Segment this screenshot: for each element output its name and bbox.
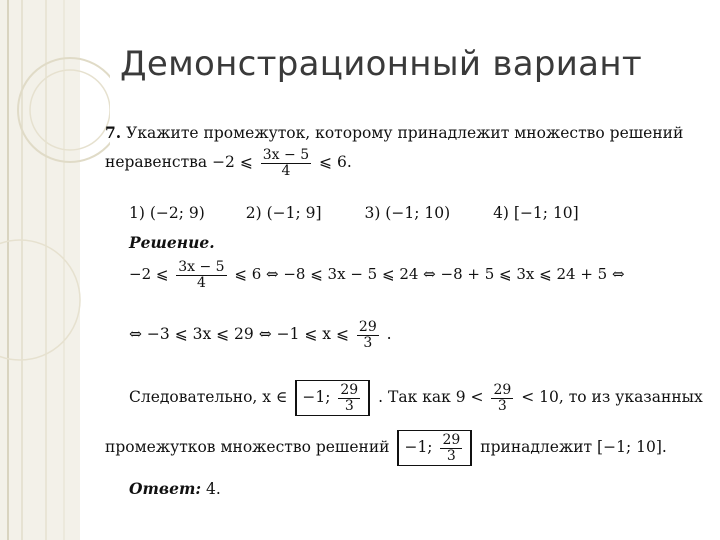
conclusion-fraction bbox=[491, 383, 513, 413]
conclusion-mid: . Так как 9 < bbox=[378, 388, 484, 407]
fraction-denominator: 3 bbox=[497, 397, 507, 414]
solution-step-2 bbox=[129, 320, 392, 350]
conclusion-line-1 bbox=[129, 380, 703, 416]
solution-step-1 bbox=[129, 260, 625, 290]
solution-heading: Решение. bbox=[129, 233, 215, 252]
answer-label: Ответ: bbox=[129, 479, 202, 498]
problem-statement-line1 bbox=[105, 124, 683, 143]
fraction-denominator: 4 bbox=[281, 162, 291, 179]
answer-option-2: 2) (−1; 9] bbox=[245, 204, 322, 222]
interval-left: −1; bbox=[404, 438, 433, 457]
conclusion-line2-prefix: промежутков множество решений bbox=[105, 438, 390, 457]
inequality-left: −2 ⩽ bbox=[212, 153, 253, 172]
interval-bracket-2 bbox=[397, 430, 472, 466]
conclusion-line-2 bbox=[105, 430, 667, 466]
slide-title: Демонстрационный вариант bbox=[120, 44, 642, 84]
answer-option-4: 4) [−1; 10] bbox=[493, 204, 579, 222]
fraction-numerator: 3x − 5 bbox=[178, 259, 225, 275]
answer-line bbox=[129, 480, 221, 499]
interval-left: −1; bbox=[302, 388, 331, 407]
interval-fraction bbox=[440, 433, 462, 463]
interval-bracket bbox=[295, 380, 370, 416]
step1-right: ⩽ 6 ⇔ −8 ⩽ 3x − 5 ⩽ 24 ⇔ −8 + 5 ⩽ 3x ⩽ 24 + 5 ⇔ bbox=[234, 265, 625, 284]
fraction-denominator: 4 bbox=[196, 274, 206, 291]
conclusion-line2-suffix: принадлежит [−1; 10]. bbox=[480, 438, 667, 457]
fraction-numerator: 3x − 5 bbox=[262, 147, 310, 163]
problem-text: Укажите промежуток, которому принадлежит множество решений bbox=[126, 124, 684, 142]
fraction-denominator: 3 bbox=[446, 447, 456, 464]
step2-left: ⇔ −3 ⩽ 3x ⩽ 29 ⇔ −1 ⩽ x ⩽ bbox=[129, 325, 349, 344]
conclusion-suffix: < 10, то из указанных bbox=[521, 388, 703, 407]
interval-fraction bbox=[338, 383, 360, 413]
step2-fraction bbox=[357, 320, 379, 350]
conclusion-prefix: Следовательно, x ∈ bbox=[129, 388, 288, 407]
inequality-fraction bbox=[261, 148, 311, 178]
decorative-arcs bbox=[0, 0, 110, 540]
problem-text-prefix: неравенства bbox=[105, 153, 208, 172]
step1-fraction bbox=[176, 260, 226, 290]
answer-options bbox=[129, 204, 579, 223]
step2-end: . bbox=[386, 325, 392, 344]
inequality-right: ⩽ 6. bbox=[319, 153, 352, 172]
fraction-denominator: 3 bbox=[363, 334, 373, 351]
fraction-numerator: 29 bbox=[340, 382, 359, 398]
answer-option-1: 1) (−2; 9) bbox=[129, 204, 205, 222]
problem-statement-line2 bbox=[105, 148, 352, 178]
problem-number: 7. bbox=[105, 123, 122, 142]
fraction-denominator: 3 bbox=[344, 397, 354, 414]
fraction-numerator: 29 bbox=[358, 319, 377, 335]
fraction-numerator: 29 bbox=[493, 382, 512, 398]
answer-value: 4. bbox=[206, 480, 221, 498]
answer-option-3: 3) (−1; 10) bbox=[364, 204, 451, 222]
step1-left: −2 ⩽ bbox=[129, 265, 169, 284]
fraction-numerator: 29 bbox=[442, 432, 461, 448]
